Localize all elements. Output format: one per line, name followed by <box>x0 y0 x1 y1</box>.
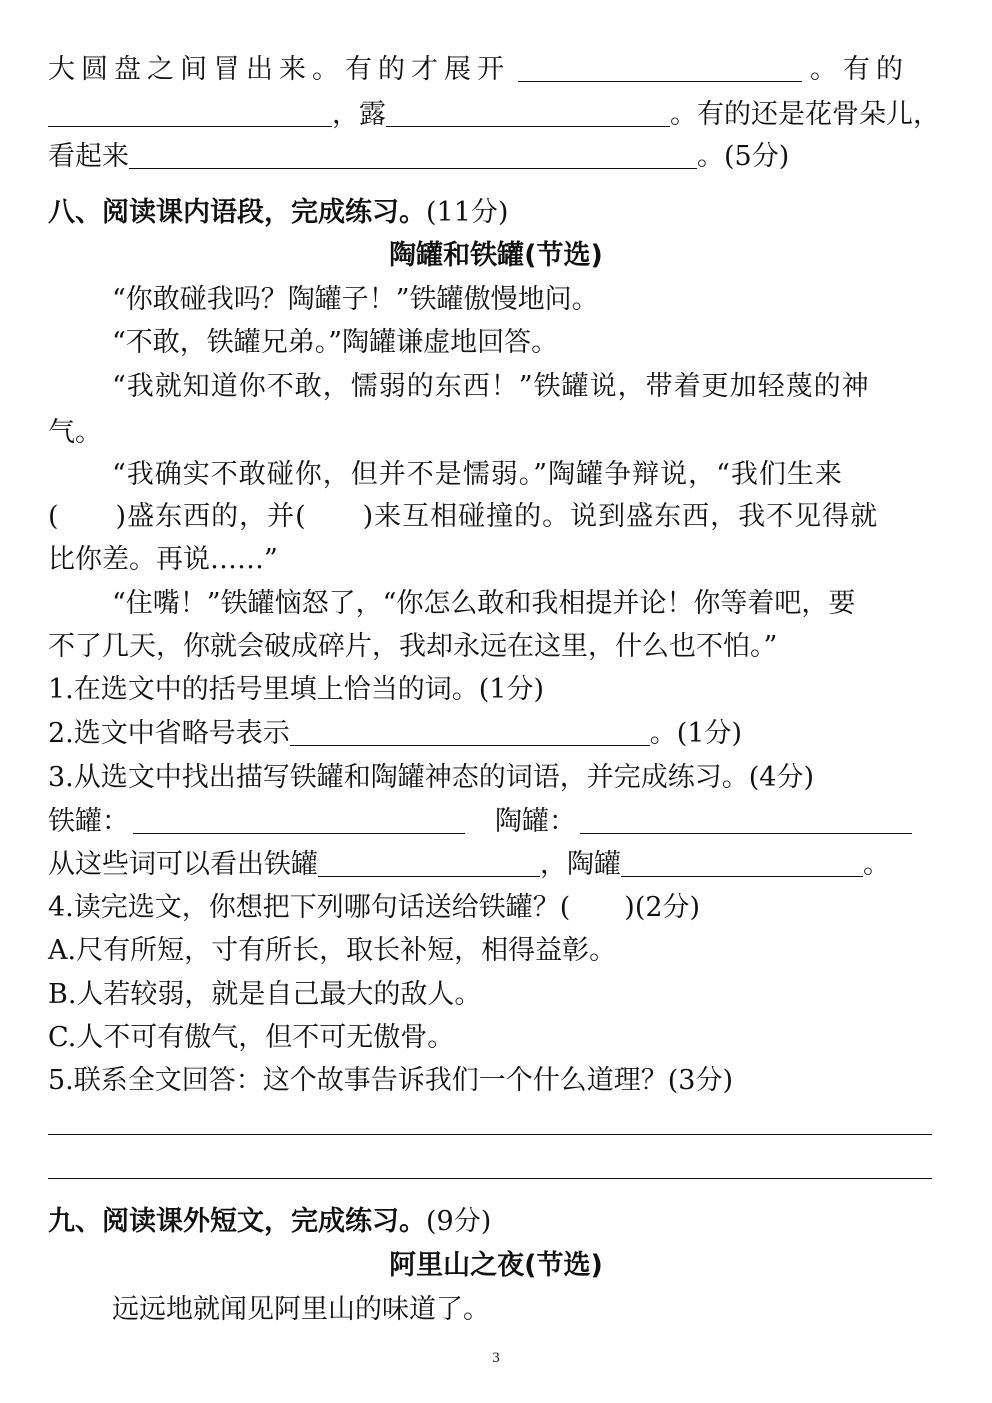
question-3-conclusion <box>48 845 942 885</box>
question-text: 从这些词可以看出铁罐 <box>48 849 318 880</box>
text-line <box>48 50 942 90</box>
question-text: 2.选文中省略号表示 <box>48 718 290 749</box>
question-2 <box>48 714 942 754</box>
passage-paragraph-cont: ( )盛东西的，并( )来互相碰撞的。说到盛东西，我不见得就 <box>48 501 879 532</box>
answer-blank[interactable] <box>133 807 465 834</box>
text-fragment: ，露 <box>332 99 386 130</box>
answer-blank[interactable] <box>290 719 650 746</box>
question-3-blanks <box>48 802 942 842</box>
answer-blank[interactable] <box>48 100 332 127</box>
answer-line[interactable] <box>48 1134 932 1135</box>
answer-line[interactable] <box>48 1178 932 1179</box>
text-fragment: 。有的还是花骨朵儿， <box>670 99 940 130</box>
answer-blank[interactable] <box>129 142 697 169</box>
passage-paragraph: “我就知道你不敢，懦弱的东西！”铁罐说，带着更加轻蔑的神 <box>112 371 870 402</box>
section-heading: 九、阅读课外短文，完成练习。 <box>48 1206 426 1237</box>
answer-blank[interactable] <box>318 850 540 877</box>
passage-paragraph: “住嘴！”铁罐恼怒了，“你怎么敢和我相提并论！你等着吧，要 <box>112 588 856 619</box>
label-pottery-pot: 陶罐： <box>495 806 576 837</box>
label-iron-pot: 铁罐： <box>48 806 129 837</box>
passage-paragraph: “不敢，铁罐兄弟。”陶罐谦虚地回答。 <box>112 327 559 358</box>
text-fragment: 看起来 <box>48 141 129 172</box>
passage-paragraph-cont: 不了几天，你就会破成碎片，我却永远在这里，什么也不怕。” <box>48 631 778 662</box>
answer-blank[interactable] <box>386 100 670 127</box>
option-a: A.尺有所短，寸有所长，取长补短，相得益彰。 <box>48 935 617 966</box>
page-number: 3 <box>492 1350 500 1366</box>
answer-blank[interactable] <box>580 807 912 834</box>
section-9-heading <box>48 1202 942 1242</box>
option-c: C.人不可有傲气，但不可无傲骨。 <box>48 1022 455 1053</box>
passage-title: 阿里山之夜(节选) <box>389 1250 603 1281</box>
text-fragment: 。(5分) <box>697 141 790 172</box>
passage-paragraph: “你敢碰我吗？陶罐子！”铁罐傲慢地问。 <box>112 284 599 315</box>
text-line <box>48 137 942 177</box>
question-1: 1.在选文中的括号里填上恰当的词。(1分) <box>48 674 545 705</box>
question-text: 。(1分) <box>649 718 743 749</box>
passage-paragraph: “我确实不敢碰你，但并不是懦弱。”陶罐争辩说，“我们生来 <box>112 459 843 490</box>
passage-paragraph-cont: 比你差。再说……” <box>48 544 278 575</box>
text-fragment: 大圆盘之间冒出来。有的才展开 <box>48 54 510 85</box>
answer-blank[interactable] <box>518 55 802 82</box>
section-8-heading <box>48 193 942 233</box>
question-text: ，陶罐 <box>540 849 621 880</box>
question-5: 5.联系全文回答：这个故事告诉我们一个什么道理？(3分) <box>48 1065 734 1096</box>
option-b: B.人若较弱，就是自己最大的敌人。 <box>48 979 482 1010</box>
question-3: 3.从选文中找出描写铁罐和陶罐神态的词语，并完成练习。(4分) <box>48 762 815 793</box>
section-score: (11分) <box>426 197 509 228</box>
passage-paragraph: 远远地就闻见阿里山的味道了。 <box>112 1294 490 1325</box>
answer-blank[interactable] <box>621 850 863 877</box>
question-4: 4.读完选文，你想把下列哪句话送给铁罐？( )(2分) <box>48 892 701 923</box>
passage-title: 陶罐和铁罐(节选) <box>389 240 603 271</box>
text-line <box>48 95 942 135</box>
text-fragment: 。有的 <box>810 54 909 85</box>
section-heading: 八、阅读课内语段，完成练习。 <box>48 197 426 228</box>
question-text: 。 <box>863 849 890 880</box>
section-score: (9分) <box>426 1206 492 1237</box>
passage-paragraph-cont: 气。 <box>48 417 102 448</box>
